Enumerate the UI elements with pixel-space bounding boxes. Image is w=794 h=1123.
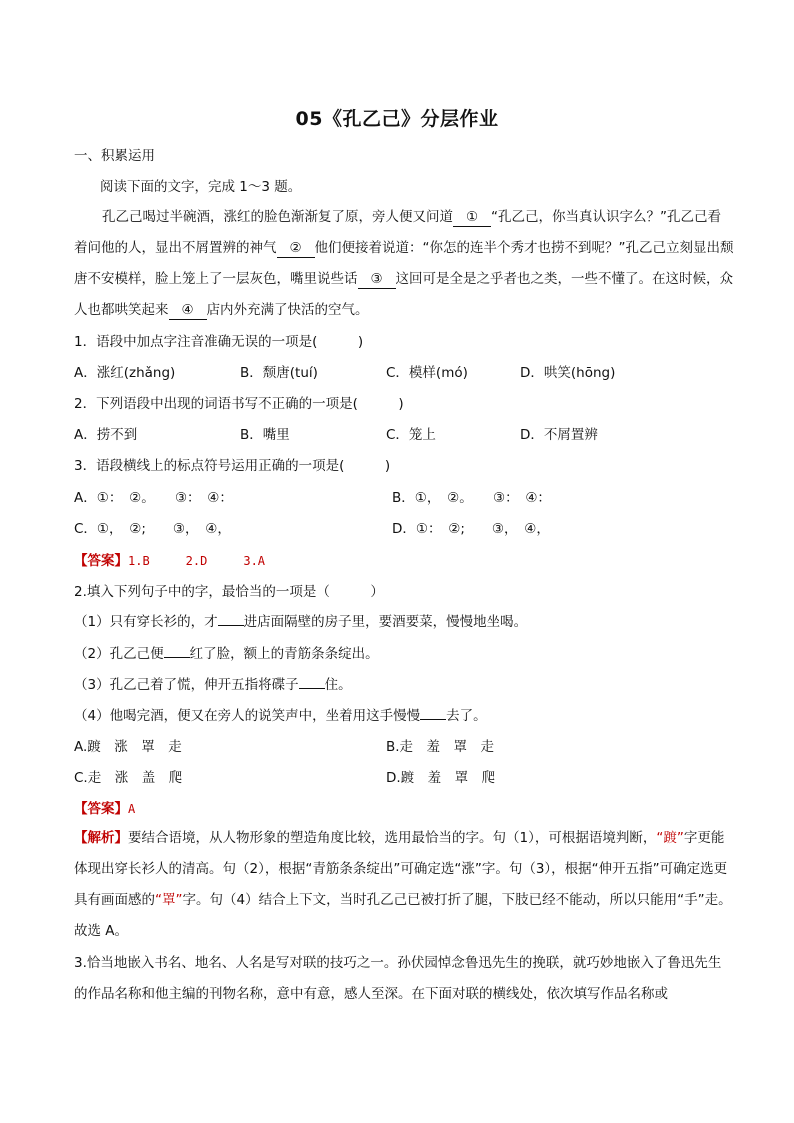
reading-passage: 孔乙己喝过半碗酒，涨红的脸色渐渐复了原，旁人便又问道 ① “孔乙己，你当真认识字么？”孔乙己看着问他的人，显出不屑置辨的神气 ② 他们便接着说道：“你怎的连半个秀才也捞不到呢？”孔乙己立刻显出颓唐不安模样，脸上笼上了一层灰色，嘴里说些话 ③ 这回可是全是之乎者也之类，一些不懂了。在这时候，众人也都哄笑起来 ④ 店内外充满了快活的空气。 xyxy=(74,209,734,318)
question-2-stem: 2．下列语段中出现的词语书写不正确的一项是( ) xyxy=(74,396,404,412)
q4-sentence-2: （2）孔乙己便 红了脸，额上的青筋条条绽出。 xyxy=(74,646,379,662)
answer-tag: 【答案】 xyxy=(74,801,128,817)
answer-value: 1.B 2.D 3.A xyxy=(128,554,266,568)
q4-sentence-4: （4）他喝完酒，便又在旁人的说笑声中，坐着用这手慢慢 去了。 xyxy=(74,708,487,724)
q1-option-a: A．涨红(zhǎng) xyxy=(74,365,176,381)
q3-option-c: C．①， ②; ③， ④， xyxy=(74,521,231,537)
q3-option-d: D．①： ②; ③， ④， xyxy=(392,521,550,537)
answer-block-1 xyxy=(74,551,265,571)
q4-sentence-1: （1）只有穿长衫的，才 进店面隔壁的房子里，要酒要菜，慢慢地坐喝。 xyxy=(74,614,528,630)
section-heading: 一、积累运用 xyxy=(74,148,155,164)
q4-option-d: D.踱 羞 罩 爬 xyxy=(386,770,496,786)
q3-option-b: B．①， ②。 ③： ④： xyxy=(392,490,551,506)
question-5-stem: 3.恰当地嵌入书名、地名、人名是写对联的技巧之一。孙伏园悼念鲁迅先生的挽联，就巧妙地嵌入了鲁迅先生的作品名称和他主编的刊物名称，意中有意，感人至深。在下面对联的横线处，依次填写作品名称或 xyxy=(74,955,722,1002)
q4-option-a: A.踱 涨 罩 走 xyxy=(74,739,182,755)
q2-option-d: D．不屑置辨 xyxy=(520,427,598,443)
answer-block-2 xyxy=(74,799,135,819)
analysis-block: 【解析】要结合语境，从人物形象的塑造角度比较，选用最恰当的字。句（1），可根据语境判断，“踱”字更能体现出穿长衫人的清高。句（2），根据“青筋条条绽出”可确定选“涨”字。句（3），根据“伸开五指”可确定选更具有画面感的“罩”字。句（4）结合上下文，当时孔乙己已被打折了腿，下肢已经不能动，所以只能用“手”走。故选 A。 xyxy=(74,830,732,939)
q1-option-c: C．模样(mó) xyxy=(386,365,468,381)
q2-option-b: B．嘴里 xyxy=(240,427,290,443)
fill-blank xyxy=(420,719,446,720)
question-1-stem: 1．语段中加点字注音准确无误的一项是( ) xyxy=(74,334,364,350)
answer-value: A xyxy=(128,802,136,816)
blank-3: ③ xyxy=(358,271,396,289)
q2-option-c: C．笼上 xyxy=(386,427,436,443)
fill-blank xyxy=(299,688,325,689)
fill-blank xyxy=(164,657,190,658)
blank-1: ① xyxy=(453,209,491,227)
q1-option-b: B．颓唐(tuí) xyxy=(240,365,318,381)
q3-option-a: A．①： ②。 ③： ④： xyxy=(74,490,233,506)
answer-tag: 【答案】 xyxy=(74,553,128,569)
reading-instruction: 阅读下面的文字，完成 1～3 题。 xyxy=(100,179,302,195)
analysis-tag: 【解析】 xyxy=(74,830,128,846)
q4-option-c: C.走 涨 盖 爬 xyxy=(74,770,183,786)
question-3-stem: 3．语段横线上的标点符号运用正确的一项是( ) xyxy=(74,458,391,474)
q1-option-d: D．哄笑(hōng) xyxy=(520,365,616,381)
page-title: 05《孔乙己》分层作业 xyxy=(295,108,499,130)
q4-option-b: B.走 羞 罩 走 xyxy=(386,739,495,755)
q2-option-a: A．捞不到 xyxy=(74,427,138,443)
blank-4: ④ xyxy=(169,302,207,320)
q4-sentence-3: （3）孔乙己着了慌，伸开五指将碟子 住。 xyxy=(74,677,352,693)
fill-blank xyxy=(218,625,244,626)
question-4-stem: 2.填入下列句子中的字，最恰当的一项是（ ） xyxy=(74,584,384,600)
blank-2: ② xyxy=(277,240,315,258)
